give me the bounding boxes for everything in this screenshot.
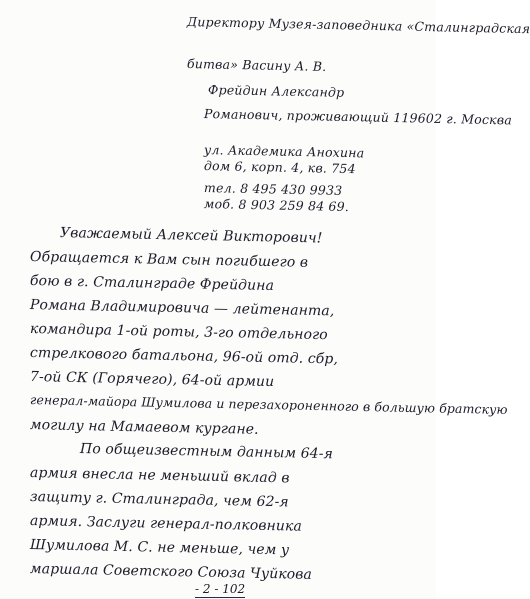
body-line: защиту г. Сталинграда, чем 62-я [29, 489, 289, 511]
body-line: командира 1-ой роты, 3-го отдельного [29, 321, 328, 344]
body-line: маршала Советского Союза Чуйкова [29, 561, 313, 583]
body-line: Обращается к Вам сын погибшего в [29, 249, 309, 271]
body-line: армия внесла не меньший вклад в [29, 465, 290, 487]
body-line: генерал-майора Шумилова и перезахороненного в большую братскую [29, 392, 508, 418]
addressee-line: Директору Музея-заповедника «Сталинградская [186, 14, 530, 37]
sender-mobile: моб. 8 903 259 84 69. [203, 196, 350, 215]
body-line: армия. Заслуги генерал-полковника [29, 513, 303, 535]
page-marker [195, 583, 245, 595]
body-line: 7-ой СК (Горячего), 64-ой армии [29, 369, 275, 391]
addressee-line: битва» Васину А. В. [186, 56, 327, 74]
sender-phone: тел. 8 495 430 9933 [203, 180, 343, 198]
sender-line: дом 6, корп. 4, кв. 754 [203, 158, 356, 177]
sender-line: ул. Академика Анохина [203, 142, 365, 161]
body-line: могилу на Мамаевом кургане. [29, 417, 259, 438]
body-line: По общеизвестным данным 64-я [79, 441, 334, 463]
body-line: Романа Владимировича — лейтенанта, [29, 297, 335, 320]
page-marker-text: - 2 - 102 [195, 582, 246, 596]
sender-line: Фрейдин Александр [207, 82, 345, 100]
body-line: Шумилова М. С. не меньше, чем у [29, 537, 290, 559]
salutation: Уважаемый Алексей Викторович! [59, 225, 323, 247]
sender-line: Романович, проживающий 119602 г. Москва [203, 106, 513, 128]
body-line: бою в г. Сталинграде Фрейдина [29, 273, 275, 295]
body-line: стрелкового батальона, 96-ой отд. сбр, [29, 345, 339, 368]
